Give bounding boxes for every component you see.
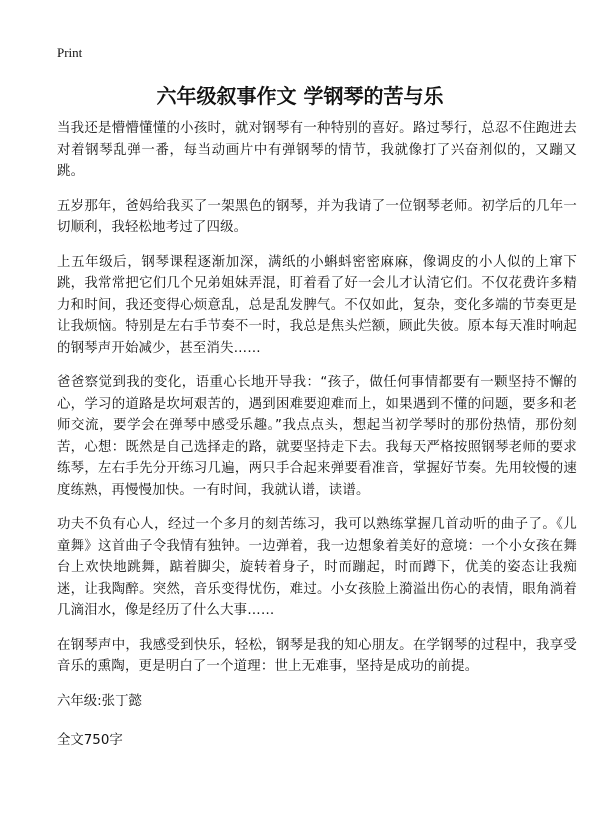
paragraph: 五岁那年，爸妈给我买了一架黑色的钢琴，并为我请了一位钢琴老师。初学后的几年一切顺利，我轻松地考过了四级。 [57,198,577,235]
paragraph: 上五年级后，钢琴课程逐渐加深，满纸的小蝌蚪密密麻麻，像调皮的小人似的上窜下跳，我常常把它们几个兄弟姐妹弄混，盯着看了好一会儿才认清它们。不仅花费许多精力和时间，我还变得心烦意乱，总是乱发脾气。不仅如此，复杂，变化多端的节奏更是让我烦恼。特别是左右手节奏不一时，我总是焦头烂额，顾此失彼。原本每天准时响起的钢琴声开始减少，甚至消失…… [57,254,577,356]
author-line: 六年级:张丁懿 [57,693,142,709]
article-body [57,118,577,751]
article-title: 六年级叙事作文 学钢琴的苦与乐 [156,84,444,108]
paragraph: 功夫不负有心人，经过一个多月的刻苦练习，我可以熟练掌握几首动听的曲子了。《儿童舞》这首曲子令我情有独钟。一边弹着，我一边想象着美好的意境：一个小女孩在舞台上欢快地跳舞，踮着脚尖，旋转着身子，时而蹦起，时而蹲下，优美的姿态让我痴迷，让我陶醉。突然，音乐变得忧伤，难过。小女孩脸上漪溢出伤心的表情，眼角淌着几滴泪水，像是经历了什么大事…… [57,517,577,618]
paragraph: 当我还是懵懵懂懂的小孩时，就对钢琴有一种特别的喜好。路过琴行，总忍不住跑进去对着钢琴乱弹一番，每当动画片中有弹钢琴的情节，我就像打了兴奋剂似的，又蹦又跳。 [57,121,577,179]
word-count: 全文750字 [57,732,123,748]
paragraph: 在钢琴声中，我感受到快乐，轻松，钢琴是我的知心朋友。在学钢琴的过程中，我享受音乐的熏陶，更是明白了一个道理：世上无难事，坚持是成功的前提。 [57,637,577,674]
paragraph: 爸爸察觉到我的变化，语重心长地开导我：“孩子，做任何事情都要有一颗坚持不懈的心，学习的道路是坎坷艰苦的，遇到困难要迎难而上，如果遇到不懂的问题，要多和老师交流，要学会在弹琴中感受乐趣。”我点点头，想起当初学琴时的那份热情，那份刻苦，心想：既然是自己选择走的路，就要坚持走下去。我每天严格按照钢琴老师的要求练琴，左右手先分开练习几遍，两只手合起来弹要看准音，掌握好节奏。先用较慢的速度练熟，再慢慢加快。一有时间，我就认谱，读谱。 [57,375,577,498]
print-link[interactable]: Print [57,45,83,60]
